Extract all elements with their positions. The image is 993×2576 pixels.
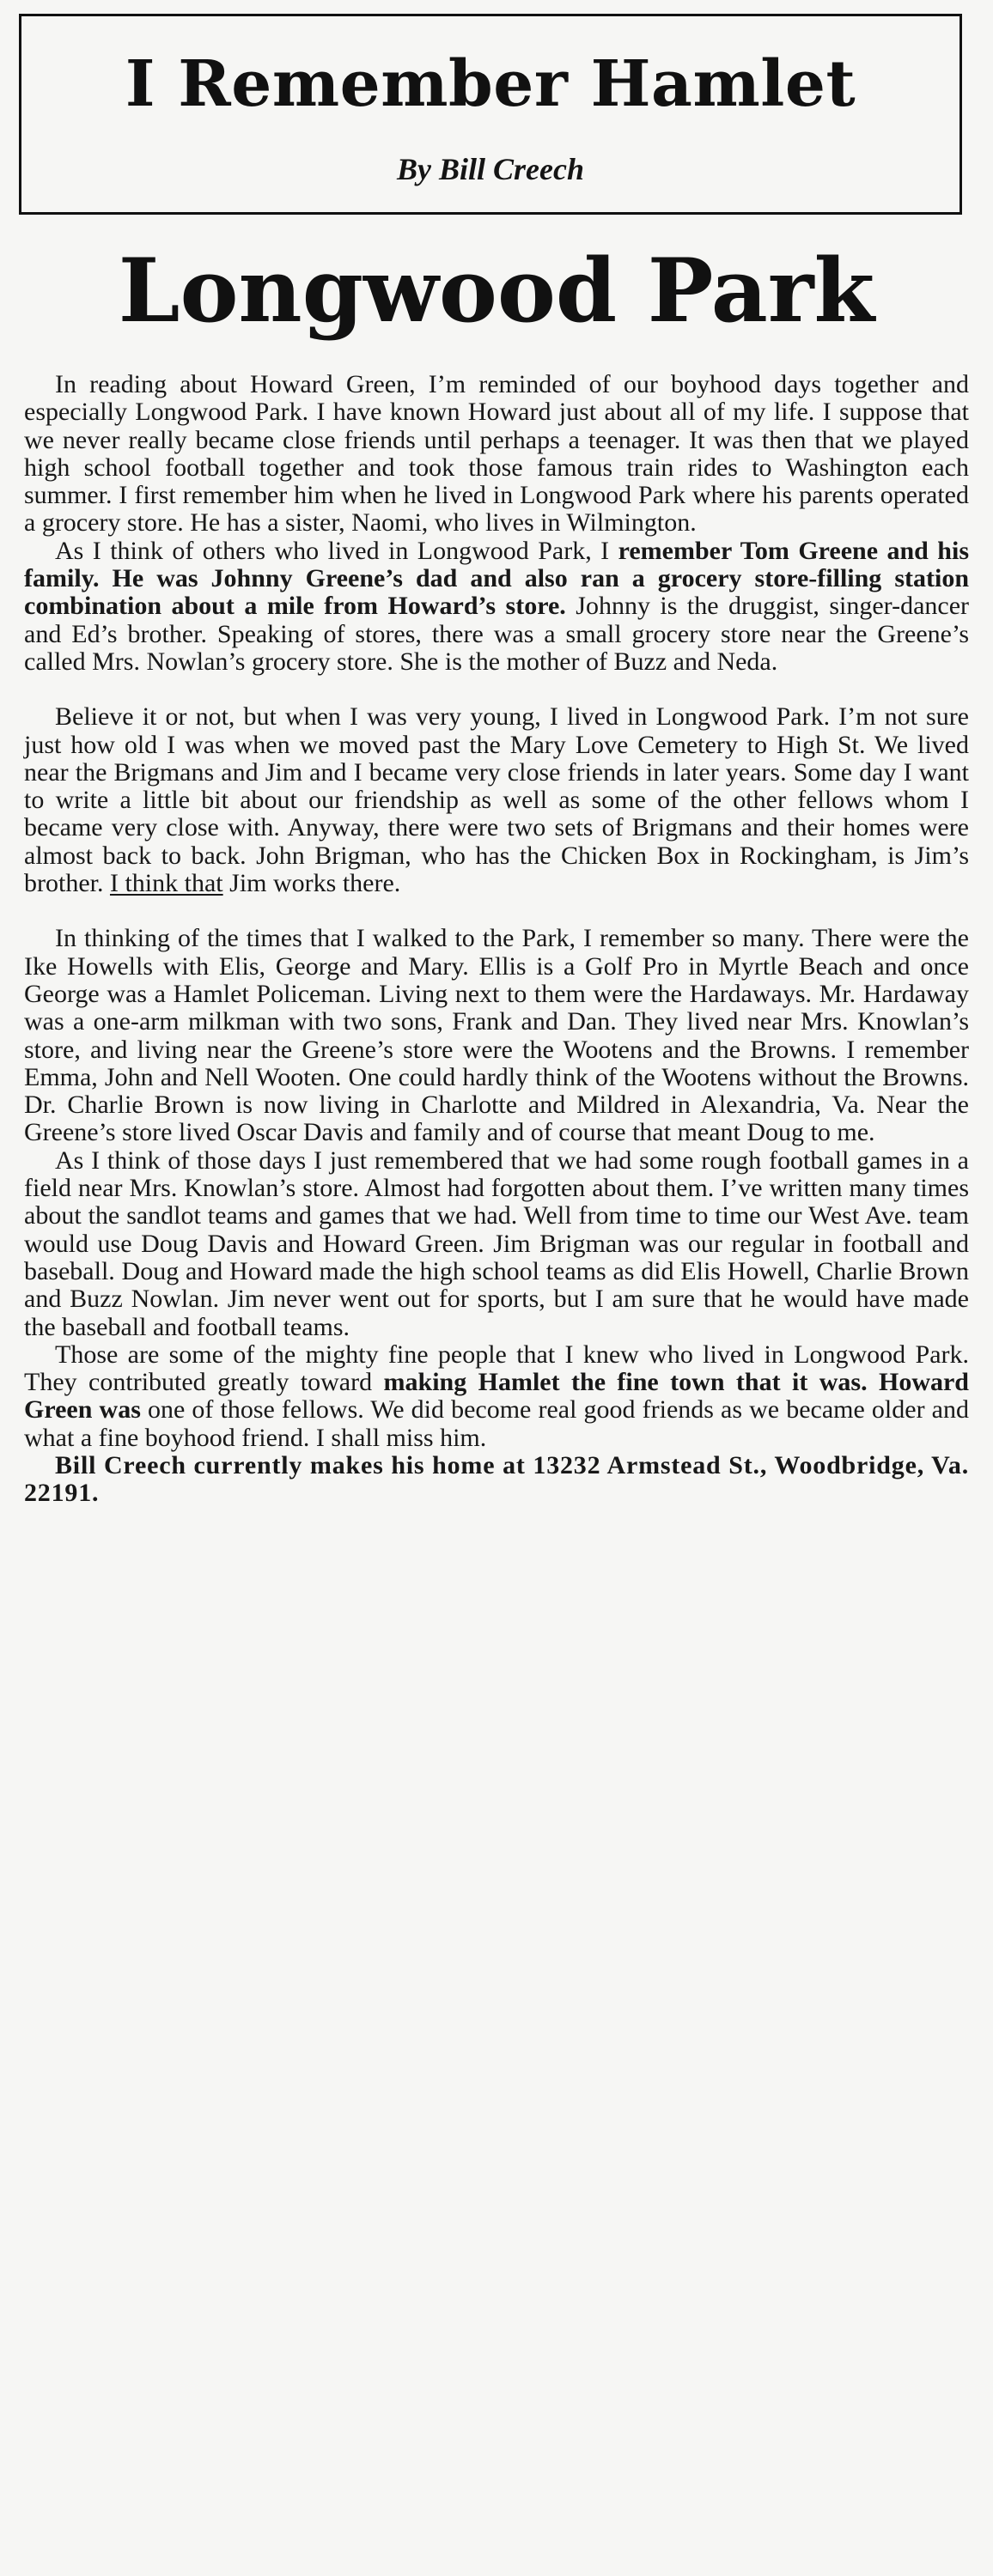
paragraph-text: As I think of those days I just remembered that we had some rough football games in a field near Mrs. Knowlan’s store. Almost had forgotten about them. I’ve written many times about the sandlot teams and games that we had. Well from time to time our West Ave. team would use Doug Davis and Howard Green. Jim Brigman was our regular in football and baseball. Doug and Howard made the high school teams as did Elis Howell, Charlie Brown and Buzz Nowlan. Jim never went out for sports, but I am sure that he would have made the baseball and football teams. [24,1145,969,1341]
paragraph-text: As I think of others who lived in Longwood Park, I [55,536,618,565]
paragraph-text: In thinking of the times that I walked to the Park, I remember so many. There were the Ike Howells with Elis, George and Mary. Ellis is a Golf Pro in Myrtle Beach and once George was a Hamlet Policeman. Living next to them were the Hardaways. Mr. Hardaway was a one-arm milkman with two sons, Frank and Dan. They lived near Mrs. Knowlan’s store, and living near the Greene’s store were the Wootens and the Browns. I remember Emma, John and Nell Wooten. One could hardly think of the Wootens without the Browns. Dr. Charlie Brown is now living in Charlotte and Mildred in Alexandria, Va. Near the Greene’s store lived Oscar Davis and family and of course that meant Doug to me. [24,924,969,1147]
article-headline: Longwood Park [118,240,875,343]
paragraph-text: one of those fellows. We did become real good friends as we became older and what a fine boyhood friend. I shall miss him. [24,1395,969,1452]
paragraph-longwood-neighbors [24,538,969,676]
underlined-text: I think that [109,869,223,898]
byline: By Bill Creech [397,152,584,186]
paragraph-text: Believe it or not, but when I was very young, I lived in Longwood Park. I’m not sure just how old I was when we moved past the Mary Love Cemetery to High St. We lived near the Brigmans and Jim and I became very close friends in later years. Some day I want to write a little bit about our friendship as well as some of the other fellows whom I became very close with. Anyway, there were two sets of Brigmans and their homes were almost back to back. John Brigman, who has the Chicken Box in Rockingham, is Jim’s brother. [24,702,969,898]
paragraph-fine-people [24,1341,969,1452]
paragraph-text: Johnny is the druggist, singer-dancer and Ed’s brother. Speaking of stores, there was a small grocery store near the Greene’s called Mrs. Nowlan’s grocery store. She is the mother of Buzz and Neda. [24,592,970,676]
bold-text: making Hamlet the fine town that it was. Howard Green was [24,1368,969,1425]
article-body [24,371,969,1508]
bold-text: remember Tom Greene and his family. He was Johnny Greene’s dad and also ran a grocery store-filling station combination about a mile from Howard’s store. [24,536,969,621]
paragraph-brigmans [24,703,969,897]
paragraph-park-families [24,925,969,1146]
column-title: I Remember Hamlet [125,47,856,121]
paragraph-text: In reading about Howard Green, I’m reminded of our boyhood days together and especially Longwood Park. I have known Howard just about all of my life. I suppose that we never really became close friends until perhaps a teenager. It was then that we played high school football together and took those famous train rides to Washington each summer. I first remember him when he lived in Longwood Park where his parents operated a grocery store. He has a sister, Naomi, who lives in Wilmington. [24,370,969,538]
paragraph-text: Jim works there. [222,869,401,898]
author-tagline: Bill Creech currently makes his home at 13232 Armstead St., Woodbridge, Va. 22191. [24,1450,969,1508]
column-header-box [19,14,962,215]
paragraph-football-games [24,1147,969,1341]
paragraph-howard-green [24,371,969,538]
paragraph-text: Those are some of the mighty fine people that I knew who lived in Longwood Park. They contributed greatly toward [24,1340,969,1397]
